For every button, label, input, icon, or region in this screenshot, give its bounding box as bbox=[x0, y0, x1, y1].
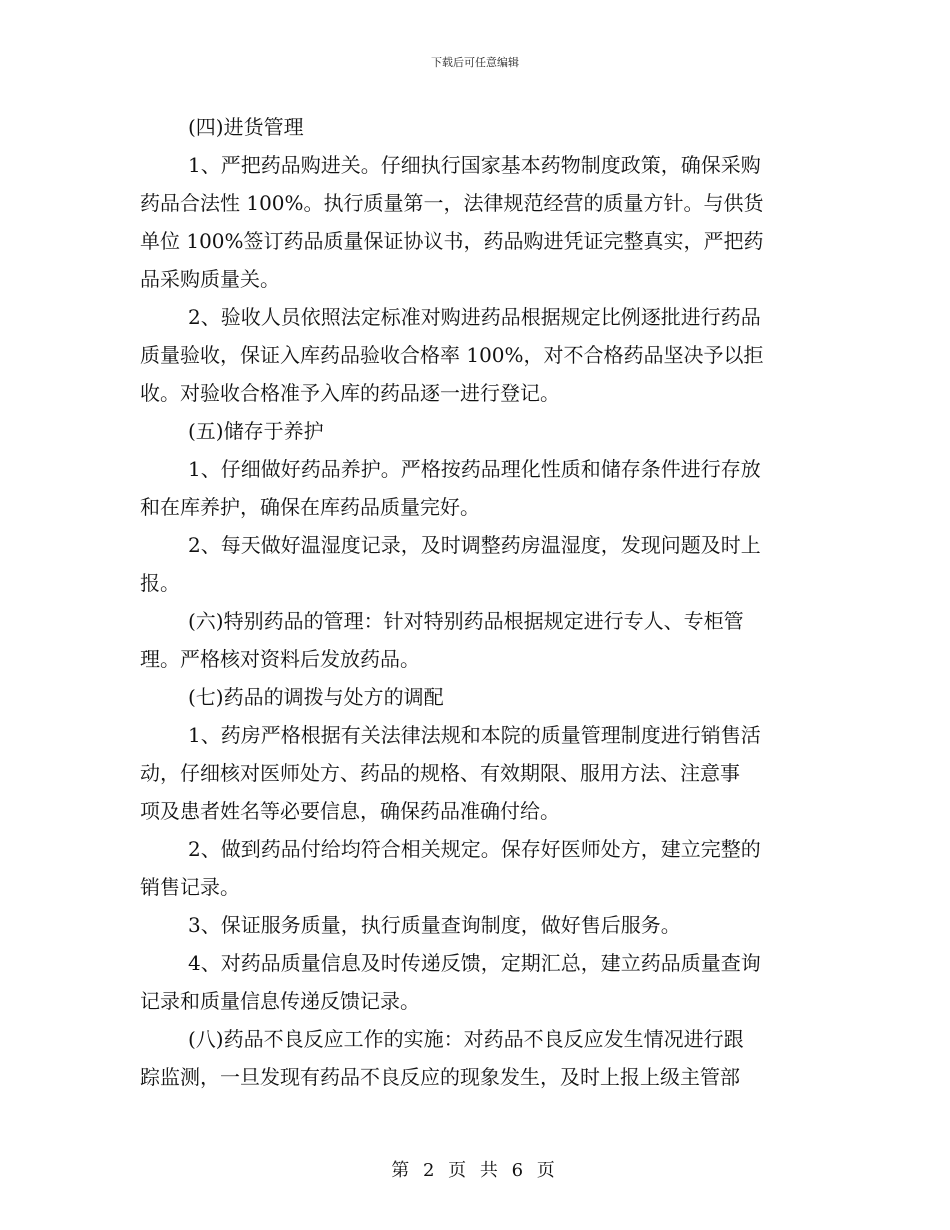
text-line: 收。对验收合格准予入库的药品逐一进行登记。 bbox=[140, 381, 560, 405]
text-line: 1、严把药品购进关。仔细执行国家基本药物制度政策，确保采购 bbox=[188, 153, 761, 177]
paragraph bbox=[140, 830, 810, 906]
document-body bbox=[140, 108, 810, 1096]
paragraph bbox=[140, 412, 810, 450]
page-header: 下载后可任意编辑 bbox=[431, 56, 519, 69]
text-line: (五)储存于养护 bbox=[188, 419, 324, 443]
text-line: 理。严格核对资料后发放药品。 bbox=[140, 647, 420, 671]
paragraph bbox=[140, 298, 810, 412]
text-line: 2、做到药品付给均符合相关规定。保存好医师处方，建立完整的 bbox=[188, 837, 761, 861]
text-line: 和在库养护，确保在库药品质量完好。 bbox=[140, 495, 480, 519]
paragraph bbox=[140, 146, 810, 298]
paragraph bbox=[140, 450, 810, 526]
text-line: 单位 100%签订药品质量保证协议书，药品购进凭证完整真实，严把药 bbox=[140, 229, 764, 253]
text-line: 4、对药品质量信息及时传递反馈，定期汇总，建立药品质量查询 bbox=[188, 951, 761, 975]
text-line: 1、仔细做好药品养护。严格按药品理化性质和储存条件进行存放 bbox=[188, 457, 761, 481]
text-line: 记录和质量信息传递反馈记录。 bbox=[140, 989, 420, 1013]
text-line: 3、保证服务质量，执行质量查询制度，做好售后服务。 bbox=[188, 913, 681, 937]
text-line: 品采购质量关。 bbox=[140, 267, 280, 291]
text-line: 2、验收人员依照法定标准对购进药品根据规定比例逐批进行药品 bbox=[188, 305, 761, 329]
paragraph bbox=[140, 716, 810, 830]
text-line: 销售记录。 bbox=[140, 875, 240, 899]
text-line: 动，仔细核对医师处方、药品的规格、有效期限、服用方法、注意事 bbox=[140, 761, 740, 785]
paragraph bbox=[140, 526, 810, 602]
text-line: (六)特别药品的管理：针对特别药品根据规定进行专人、专柜管 bbox=[188, 609, 744, 633]
paragraph bbox=[140, 678, 810, 716]
text-line: (四)进货管理 bbox=[188, 115, 304, 139]
text-line: 1、药房严格根据有关法律法规和本院的质量管理制度进行销售活 bbox=[188, 723, 761, 747]
text-line: 质量验收，保证入库药品验收合格率 100%，对不合格药品坚决予以拒 bbox=[140, 343, 764, 367]
text-line: 报。 bbox=[140, 571, 180, 595]
paragraph bbox=[140, 906, 810, 944]
text-line: 项及患者姓名等必要信息，确保药品准确付给。 bbox=[140, 799, 560, 823]
paragraph bbox=[140, 944, 810, 1020]
text-line: 踪监测，一旦发现有药品不良反应的现象发生，及时上报上级主管部 bbox=[140, 1065, 740, 1089]
paragraph bbox=[140, 602, 810, 678]
paragraph bbox=[140, 1020, 810, 1096]
paragraph bbox=[140, 108, 810, 146]
text-line: 药品合法性 100%。执行质量第一，法律规范经营的质量方针。与供货 bbox=[140, 191, 764, 215]
page-footer: 第 2 页 共 6 页 bbox=[391, 1160, 559, 1181]
text-line: (七)药品的调拨与处方的调配 bbox=[188, 685, 444, 709]
text-line: 2、每天做好温湿度记录，及时调整药房温湿度，发现问题及时上 bbox=[188, 533, 761, 557]
text-line: (八)药品不良反应工作的实施：对药品不良反应发生情况进行跟 bbox=[188, 1027, 744, 1051]
